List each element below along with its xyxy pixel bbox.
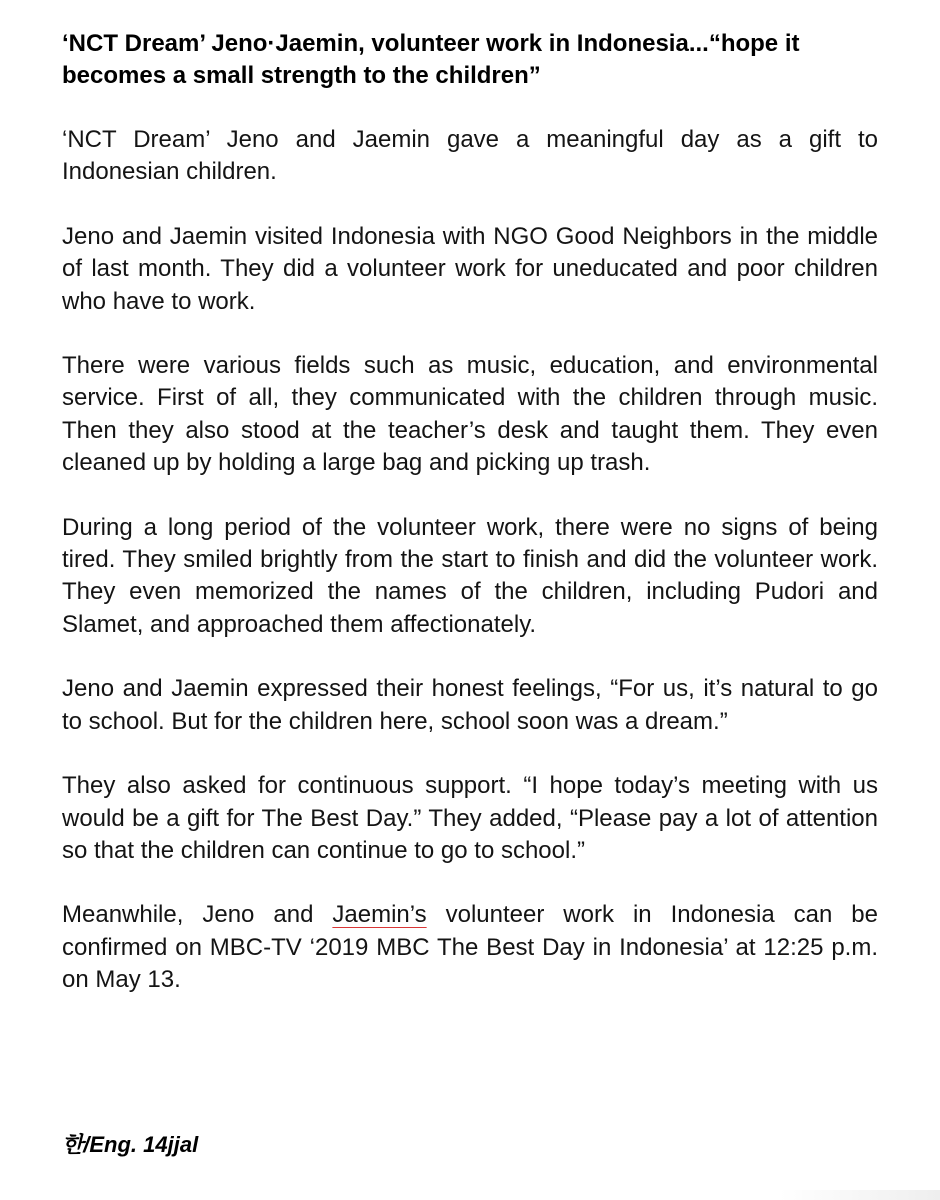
last-paragraph-start: Meanwhile, Jeno and bbox=[62, 901, 333, 929]
corner-artifact bbox=[780, 1190, 940, 1200]
article-paragraph: Jeno and Jaemin expressed their honest feelings, “For us, it’s natural to go to school. But for the children here, school soon was a dream.” bbox=[62, 675, 878, 735]
last-paragraph-end: volunteer work in Indonesia can be confirmed on MBC-TV ‘2019 MBC The Best Day in Indonesia’ at 12:25 p.m. on May 13. bbox=[62, 901, 878, 994]
article-paragraph: They also asked for continuous support. “I hope today’s meeting with us would be a gift for The Best Day.” They added, “Please pay a lot of attention so that the children can continue to go to school.” bbox=[62, 772, 878, 864]
article bbox=[62, 28, 878, 997]
article-paragraph: There were various fields such as music, education, and environmental service. First of all, they communicated with the children through music. Then they also stood at the teacher’s desk and taught them. They even cleaned up by holding a large bag and picking up trash. bbox=[62, 352, 878, 477]
article-paragraph-last bbox=[62, 899, 878, 996]
spellcheck-underlined-word: Jaemin’s bbox=[332, 901, 427, 929]
article-paragraph: ‘NCT Dream’ Jeno and Jaemin gave a meaningful day as a gift to Indonesian children. bbox=[62, 126, 878, 186]
article-paragraph: During a long period of the volunteer work, there were no signs of being tired. They smiled brightly from the start to finish and did the volunteer work. They even memorized the names of the children, including Pudori and Slamet, and approached them affectionately. bbox=[62, 513, 878, 638]
article-paragraph: Jeno and Jaemin visited Indonesia with NGO Good Neighbors in the middle of last month. They did a volunteer work for uneducated and poor children who have to work. bbox=[62, 222, 878, 315]
translation-credit: 한/Eng. 14jjal bbox=[62, 1132, 199, 1157]
article-headline: ‘NCT Dream’ Jeno·Jaemin, volunteer work in Indonesia...“hope it becomes a small strength to the children” bbox=[62, 30, 800, 89]
